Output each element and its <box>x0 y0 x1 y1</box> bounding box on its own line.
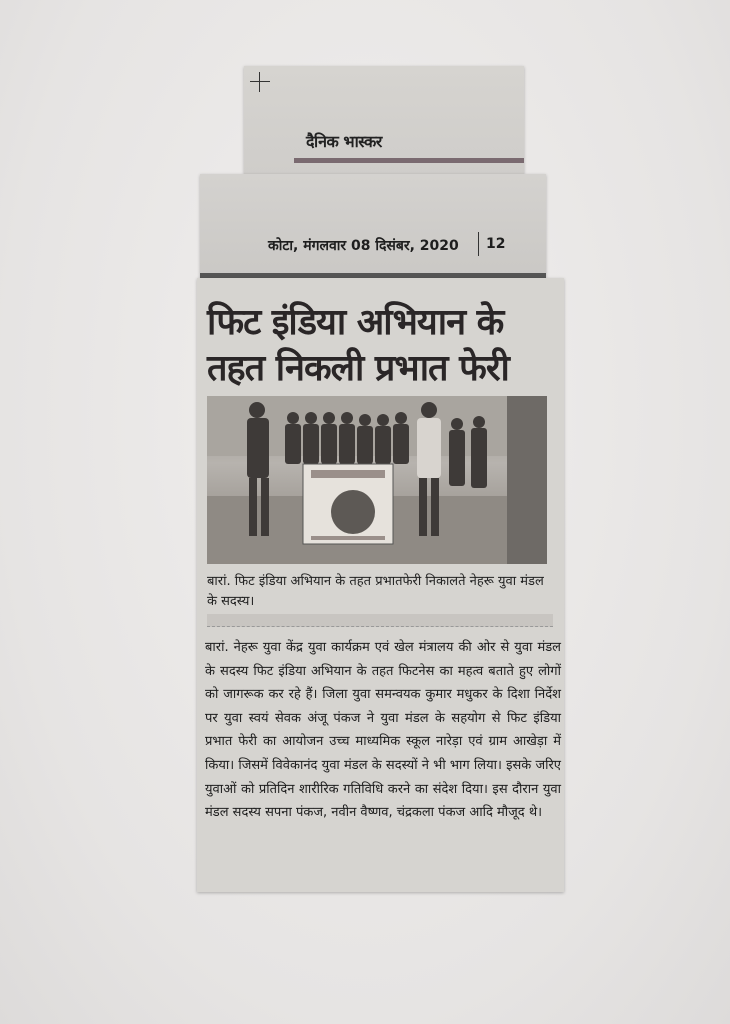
masthead-clipping <box>244 66 524 174</box>
article-photo <box>207 396 547 564</box>
newspaper-logo: दैनिक भास्कर <box>306 132 382 151</box>
headline-line-2: तहत निकली प्रभात फेरी <box>207 348 509 389</box>
group-photo-image <box>207 396 547 564</box>
article-paragraph: बारां. नेहरू युवा केंद्र युवा कार्यक्रम एवं खेल मंत्रालय की ओर से युवा मंडल के सदस्य फिट इंडिया अभियान के तहत फिटनेस का महत्व बताते हुए लोगों को जागरूक कर रहे हैं। जिला युवा समन्वयक कुमार मधुकर के दिशा निर्देश पर युवा स्वयं सेवक अंजू पंकज ने युवा मंडल के सहयोग से फिट इंडिया प्रभात फेरी का आयोजन उच्च माध्यमिक स्कूल नारेड़ा एवं ग्राम आखेड़ा में किया। जिसमें विवेकानंद युवा मंडल के सदस्यों ने भी भाग लिया। इसके जरिए युवाओं को प्रतिदिन शारीरिक गतिविधि करने का संदेश दिया। इस दौरान युवा मंडल सदस्य सपना पंकज, नवीन वैष्णव, चंद्रकला पंकज आदि मौजूद थे। <box>205 640 561 821</box>
headline-line-1: फिट इंडिया अभियान के <box>207 302 504 343</box>
date-separator <box>478 232 479 256</box>
article-body <box>205 636 561 825</box>
dateline-clipping <box>200 174 546 278</box>
article-clipping <box>197 278 564 892</box>
photo-caption: बारां. फिट इंडिया अभियान के तहत प्रभातफेरी निकालते नेहरू युवा मंडल के सदस्य। <box>207 574 544 609</box>
caption-divider <box>207 614 553 627</box>
edition-date: कोटा, मंगलवार 08 दिसंबर, 2020 <box>268 238 459 254</box>
page-number: 12 <box>486 236 506 252</box>
crosshair-mark-icon <box>250 72 270 92</box>
headline <box>207 300 557 392</box>
masthead-rule <box>294 158 524 163</box>
